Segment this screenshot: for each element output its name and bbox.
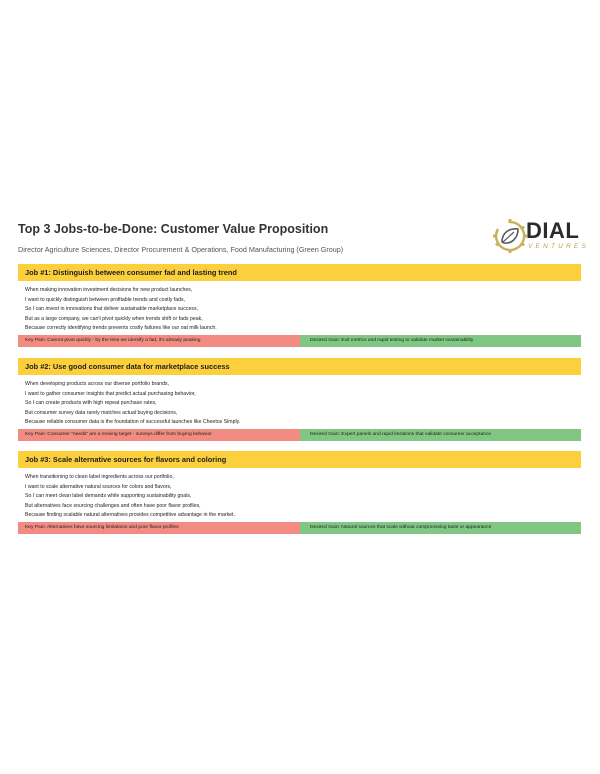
- key-pain-cell: Key Pain: Consumer "needs" are a moving target - surveys differ from buying behavior: [18, 429, 300, 441]
- job-statement: [18, 468, 581, 522]
- job-line: When developing products across our diverse portfolio brands,: [25, 381, 169, 387]
- logo-tagline: VENTURES: [528, 243, 589, 250]
- job-title: Job #2: Use good consumer data for marketplace success: [18, 358, 581, 375]
- leaf-gear-icon: [492, 218, 528, 254]
- job-line: But alternatives face sourcing challenges and often have poor flavor profiles,: [25, 502, 201, 509]
- pain-gain-row: [18, 522, 581, 534]
- job-line: But consumer survey data rarely matches actual buying decisions,: [25, 409, 178, 416]
- job-line: I want to scale alternative natural sources for colors and flavors,: [25, 483, 172, 490]
- job-line: Because correctly identifying trends prevents costly failures like our oat milk launch.: [25, 325, 217, 332]
- desired-gain-cell: Desired Gain: Expert panels and rapid iterations that validate consumer acceptance: [300, 429, 581, 441]
- page-title: Top 3 Jobs-to-be-Done: Customer Value Proposition: [18, 222, 329, 236]
- job-title: Job #1: Distinguish between consumer fad and lasting trend: [18, 264, 581, 281]
- job-line: Because reliable consumer data is the foundation of successful launches like Cheetos Simply.: [25, 419, 241, 426]
- key-pain-cell: Key Pain: Alternatives have sourcing limitations and poor flavor profiles: [18, 522, 300, 534]
- job-card-2: [18, 358, 581, 441]
- job-line: So I can create products with high repeat purchase rates,: [25, 400, 157, 407]
- job-line: I want to quickly distinguish between profitable trends and costly fads,: [25, 296, 186, 303]
- desired-gain-cell: Desired Gain: Natural sources that scale without compromising taste or appearance: [300, 522, 581, 534]
- page-subtitle: Director Agriculture Sciences, Director Procurement & Operations, Food Manufacturing (Green Group): [18, 245, 344, 254]
- job-card-1: [18, 264, 581, 347]
- job-title: Job #3: Scale alternative sources for flavors and coloring: [18, 451, 581, 468]
- key-pain-cell: Key Pain: Cannot pivot quickly - by the time we identify a fad, it's already peaking: [18, 335, 300, 347]
- pain-gain-row: [18, 429, 581, 441]
- logo-wordmark: DIAL: [526, 218, 580, 243]
- company-logo: [492, 218, 589, 256]
- job-statement: [18, 375, 581, 429]
- job-card-3: [18, 451, 581, 534]
- job-line: But as a large company, we can't pivot quickly when trends shift or fads peak,: [25, 315, 203, 322]
- pain-gain-row: [18, 335, 581, 347]
- desired-gain-cell: Desired Gain: Exit metrics and rapid testing to validate market sustainability: [300, 335, 581, 347]
- job-line: Because finding scalable natural alternatives provides competitive advantage in the market.: [25, 512, 235, 519]
- job-line: I want to gather consumer insights that predict actual purchasing behavior,: [25, 390, 196, 397]
- job-line: So I can meet clean label demands while supporting sustainability goals,: [25, 493, 192, 500]
- job-line: So I can invest in innovations that deliver sustainable marketplace success,: [25, 306, 199, 313]
- job-statement: [18, 281, 581, 335]
- job-line: When making innovation investment decisions for new product launches,: [25, 287, 193, 293]
- job-line: When transitioning to clean label ingredients across our portfolio,: [25, 474, 174, 480]
